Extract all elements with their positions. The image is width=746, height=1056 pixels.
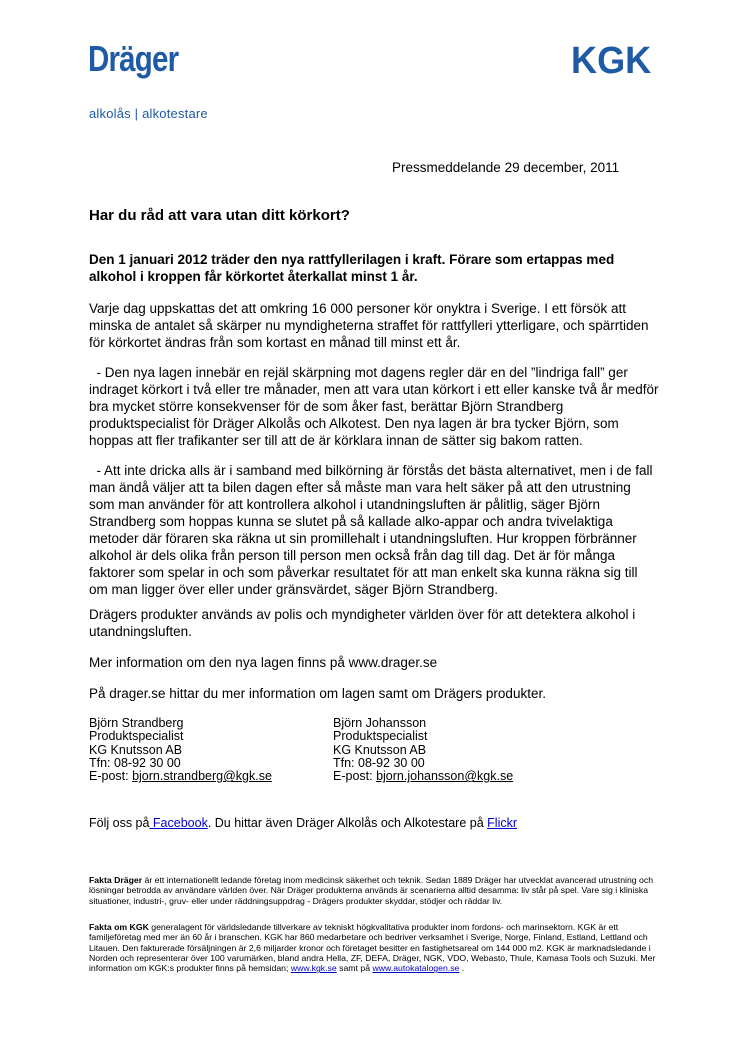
- body-paragraph-2: - Den nya lagen innebär en rejäl skärpning mot dagens regler där en del ”lindriga fall” ger indraget körkort i två eller tre månader, men att vara utan körkort i ett eller kanske två år medför bra mycket större konsekvenser för de som åker fast, berättar Björn Strandberg produktspecialist för Dräger Alkolås och Alkotest. Den nya lagen är bra tycker Björn, som hoppas att fler trafikanter ser till att de är körklara innan de sätter sig bakom ratten.: [89, 365, 663, 448]
- body-paragraph-1: Varje dag uppskattas det att omkring 16 000 personer kör onyktra i Sverige. I ett försök att minska de antalet så skärper nu myndigheterna straffet för rattfylleri ytterligare, och spärrtiden för körkortet ändras från som kortast en månad till minst ett år.: [89, 301, 649, 350]
- body-paragraph-4: Drägers produkter används av polis och myndigheter världen över för att detektera alkohol i utandningsluften.: [89, 607, 636, 639]
- contact-email-row: [89, 770, 272, 783]
- drager-logo-tagline: alkolås | alkotestare: [89, 106, 208, 121]
- fakta-drager: [89, 875, 661, 906]
- lead-paragraph: Den 1 januari 2012 träder den nya rattfyllerilagen i kraft. Förare som ertappas med alkohol i kroppen får körkortet återkallat minst 1 år.: [89, 252, 615, 284]
- headline: Har du råd att vara utan ditt körkort?: [89, 207, 350, 224]
- fakta-kgk: [89, 922, 661, 973]
- fakta-kgk-label: Fakta om KGK: [89, 922, 149, 932]
- flickr-link[interactable]: Flickr: [487, 816, 518, 830]
- fakta-kgk-end: .: [459, 963, 465, 974]
- contact-email-label: E-post:: [89, 769, 133, 784]
- contact-role: Produktspecialist: [89, 729, 184, 744]
- contact-card-strandberg: [89, 717, 272, 783]
- fakta-drager-text: är ett internationellt ledande företag inom medicinsk säkerhet och teknik. Sedan 1889 Dräger har utvecklat avancerad utrustning och lösningar betrodda av användare världen över. När Dräger produkterna används är scenarierna alltid desamma: liv står på spel. Vare sig i kliniska situationer, industri-, gruv- eller under räddningsuppdrag - Drägers produkter skyddar, stödjer och räddar liv.: [89, 875, 654, 906]
- contact-phone: Tfn: 08-92 30 00: [333, 755, 425, 770]
- follow-middle: . Du hittar även Dräger Alkolås och Alkotestare på: [207, 816, 488, 830]
- contact-email-row: [333, 770, 513, 783]
- body-paragraph-6: På drager.se hittar du mer information om lagen samt om Drägers produkter.: [89, 686, 546, 701]
- contact-role: Produktspecialist: [333, 729, 428, 744]
- body-paragraph-3: - Att inte dricka alls är i samband med bilkörning är förstås det bästa alternativet, men i de fall man ändå väljer att ta bilen dagen efter så måste man vara helt säker på att den utrustning som man använder för att kontrollera alkohol i utandningsluften är pålitlig, säger Björn Strandberg som hoppas kunna se slutet på så kallade alko-appar och andra tvivelaktiga metoder där föraren ska räkna ut sin promillehalt i utandningsluften. Hur kroppen förbränner alkohol är dels olika från person till person men också från dag till dag. Det är för många faktorer som spelar in och som påverkar resultatet för att man enkelt ska kunna räkna sig till om man ligger över eller under gränsvärdet, säger Björn Strandberg.: [89, 463, 657, 597]
- kgk-website-link[interactable]: www.kgk.se: [290, 963, 337, 974]
- follow-prefix: Följ oss på: [89, 816, 150, 830]
- press-release-date: Pressmeddelande 29 december, 2011: [392, 160, 620, 175]
- contact-name: Björn Strandberg: [89, 716, 184, 730]
- contact-card-johansson: [333, 717, 513, 783]
- facebook-link[interactable]: Facebook: [149, 816, 208, 830]
- contact-company: KG Knutsson AB: [333, 742, 427, 757]
- kgk-logo: KGK: [571, 40, 652, 82]
- fakta-drager-label: Fakta Dräger: [89, 875, 143, 885]
- autokatalogen-link[interactable]: www.autokatalogen.se: [372, 963, 460, 974]
- contact-email-link[interactable]: bjorn.strandberg@kgk.se: [132, 769, 272, 784]
- contact-company: KG Knutsson AB: [89, 742, 183, 757]
- contact-phone: Tfn: 08-92 30 00: [89, 755, 181, 770]
- follow-line: [89, 816, 517, 830]
- contact-email-link[interactable]: bjorn.johansson@kgk.se: [376, 769, 514, 784]
- contact-email-label: E-post:: [333, 769, 377, 784]
- body-paragraph-5: Mer information om den nya lagen finns på www.drager.se: [89, 655, 438, 670]
- drager-logo: Dräger: [88, 38, 179, 79]
- fakta-kgk-text: generalagent för världsledande tillverkare av tekniskt högkvalitativa produkter inom fordons- och marinsektorn. KGK är ett familjeföretag med mer än 60 år i branschen. KGK har 860 medarbetare och bedriver verksamhet i Sverige, Norge, Finland, Estland, Lettland och Litauen. Den fakturerade försäljningen är 2,6 miljarder kronor och företaget besitter en fastighetsareal om 144 000 m2. KGK är marknadsledande i Norden och representerar över 100 varumärken, bland andra Hella, ZF, DEFA, Dräger, NGK, VDO, Webasto, Thule, Kamasa Tools och Suzuki. Mer information om KGK:s produkter finns på hemsidan;: [89, 922, 656, 974]
- contact-name: Björn Johansson: [333, 716, 427, 730]
- fakta-kgk-mid: samt på: [336, 963, 373, 974]
